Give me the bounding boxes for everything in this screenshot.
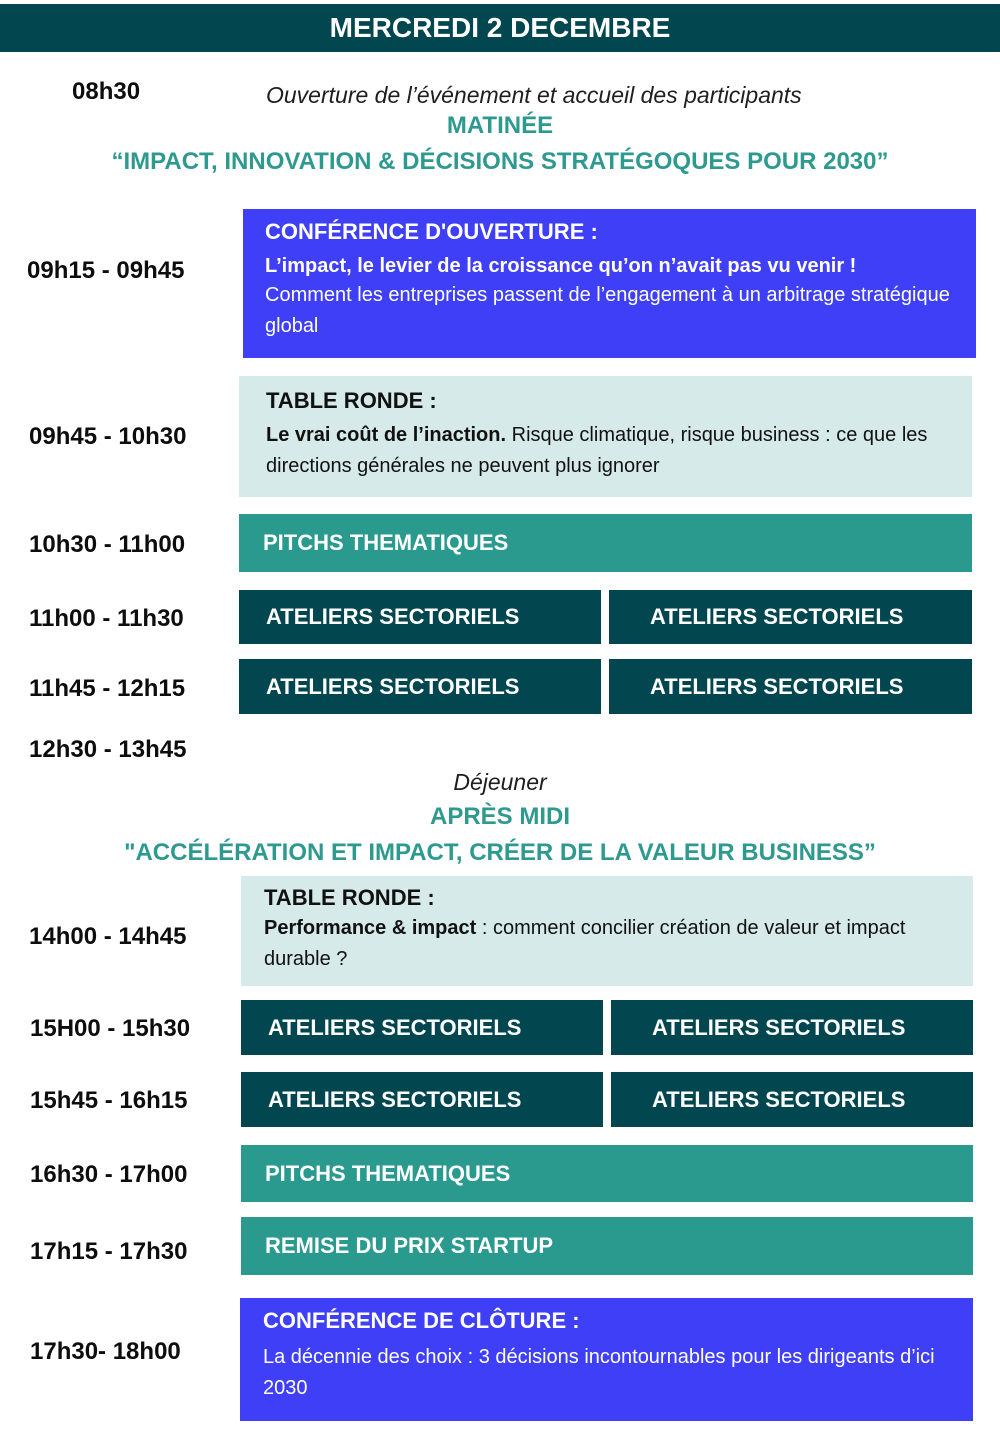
bar-label: ATELIERS SECTORIELS xyxy=(266,673,520,699)
morning-theme: “IMPACT, INNOVATION & DÉCISIONS STRATÉGOQUES POUR 2030” xyxy=(111,148,889,175)
session-time: 16h30 - 17h00 xyxy=(30,1161,188,1188)
session-time: 17h15 - 17h30 xyxy=(30,1238,188,1265)
atelier-right[interactable] xyxy=(609,659,972,714)
session-description xyxy=(264,913,950,975)
bar-label: REMISE DU PRIX STARTUP xyxy=(265,1233,554,1258)
bar-label: ATELIERS SECTORIELS xyxy=(652,1014,906,1040)
session-title: CONFÉRENCE DE CLÔTURE : xyxy=(263,1308,580,1333)
session-time: 11h45 - 12h15 xyxy=(29,675,186,702)
day-title: MERCREDI 2 DECEMBRE xyxy=(329,12,671,43)
bar-label: PITCHS THEMATIQUES xyxy=(265,1160,511,1186)
session-subtitle: L’impact, le levier de la croissance qu’on n’avait pas vu venir ! xyxy=(265,255,857,277)
day-header xyxy=(0,4,1000,52)
session-text: : comment concilier création de valeur et impact durable ? xyxy=(264,917,906,970)
session-title: CONFÉRENCE D'OUVERTURE : xyxy=(265,219,598,244)
session-description: Comment les entreprises passent de l’engagement à un arbitrage stratégique global xyxy=(265,284,950,337)
atelier-left[interactable] xyxy=(241,1072,603,1127)
session-title: TABLE RONDE : xyxy=(266,388,437,413)
atelier-left[interactable] xyxy=(241,1000,603,1055)
session-time: 12h30 - 13h45 xyxy=(29,736,187,763)
session-time: 10h30 - 11h00 xyxy=(29,531,186,558)
session-time: 09h15 - 09h45 xyxy=(27,257,185,284)
session-time: 17h30- 18h00 xyxy=(30,1338,181,1365)
morning-label: MATINÉE xyxy=(446,112,554,139)
session-time: 14h00 - 14h45 xyxy=(29,923,187,950)
bar-label: ATELIERS SECTORIELS xyxy=(650,604,904,629)
session-time: 11h00 - 11h30 xyxy=(29,605,184,632)
pitchs-bar[interactable] xyxy=(239,514,972,572)
opening-text: Ouverture de l’événement et accueil des participants xyxy=(266,82,802,108)
atelier-right[interactable] xyxy=(609,590,972,644)
bar-label: ATELIERS SECTORIELS xyxy=(652,1086,906,1112)
session-title: TABLE RONDE : xyxy=(264,885,435,910)
table-ronde-card[interactable] xyxy=(239,376,972,497)
bar-label: ATELIERS SECTORIELS xyxy=(266,604,520,629)
opening-time: 08h30 xyxy=(72,78,141,105)
bar-label: ATELIERS SECTORIELS xyxy=(650,673,904,699)
atelier-right[interactable] xyxy=(611,1000,973,1055)
session-text: Risque climatique, risque business : ce que les directions générales ne peuvent plus ignorer xyxy=(266,424,928,477)
session-subtitle: Le vrai coût de l’inaction. xyxy=(266,424,507,446)
session-description: La décennie des choix : 3 décisions incontournables pour les dirigeants d’ici 2030 xyxy=(263,1346,935,1399)
session-subtitle: Performance & impact xyxy=(264,917,477,939)
bar-label: ATELIERS SECTORIELS xyxy=(268,1014,522,1040)
table-ronde-card[interactable] xyxy=(241,876,973,986)
session-time: 15H00 - 15h30 xyxy=(30,1015,191,1042)
closing-conference-card[interactable] xyxy=(240,1298,973,1421)
session-description xyxy=(266,420,945,482)
atelier-left[interactable] xyxy=(239,590,601,644)
session-time: 09h45 - 10h30 xyxy=(29,423,187,450)
atelier-right[interactable] xyxy=(611,1072,973,1127)
lunch-text: Déjeuner xyxy=(453,769,547,795)
prix-startup-bar[interactable] xyxy=(241,1217,973,1275)
opening-conference-card[interactable] xyxy=(243,209,976,358)
afternoon-label: APRÈS MIDI xyxy=(429,803,570,830)
bar-label: ATELIERS SECTORIELS xyxy=(268,1086,522,1112)
bar-label: PITCHS THEMATIQUES xyxy=(263,530,509,555)
session-time: 15h45 - 16h15 xyxy=(30,1087,188,1114)
pitchs-bar[interactable] xyxy=(241,1145,973,1202)
atelier-left[interactable] xyxy=(239,659,601,714)
afternoon-theme: "ACCÉLÉRATION ET IMPACT, CRÉER DE LA VALEUR BUSINESS” xyxy=(124,839,876,866)
